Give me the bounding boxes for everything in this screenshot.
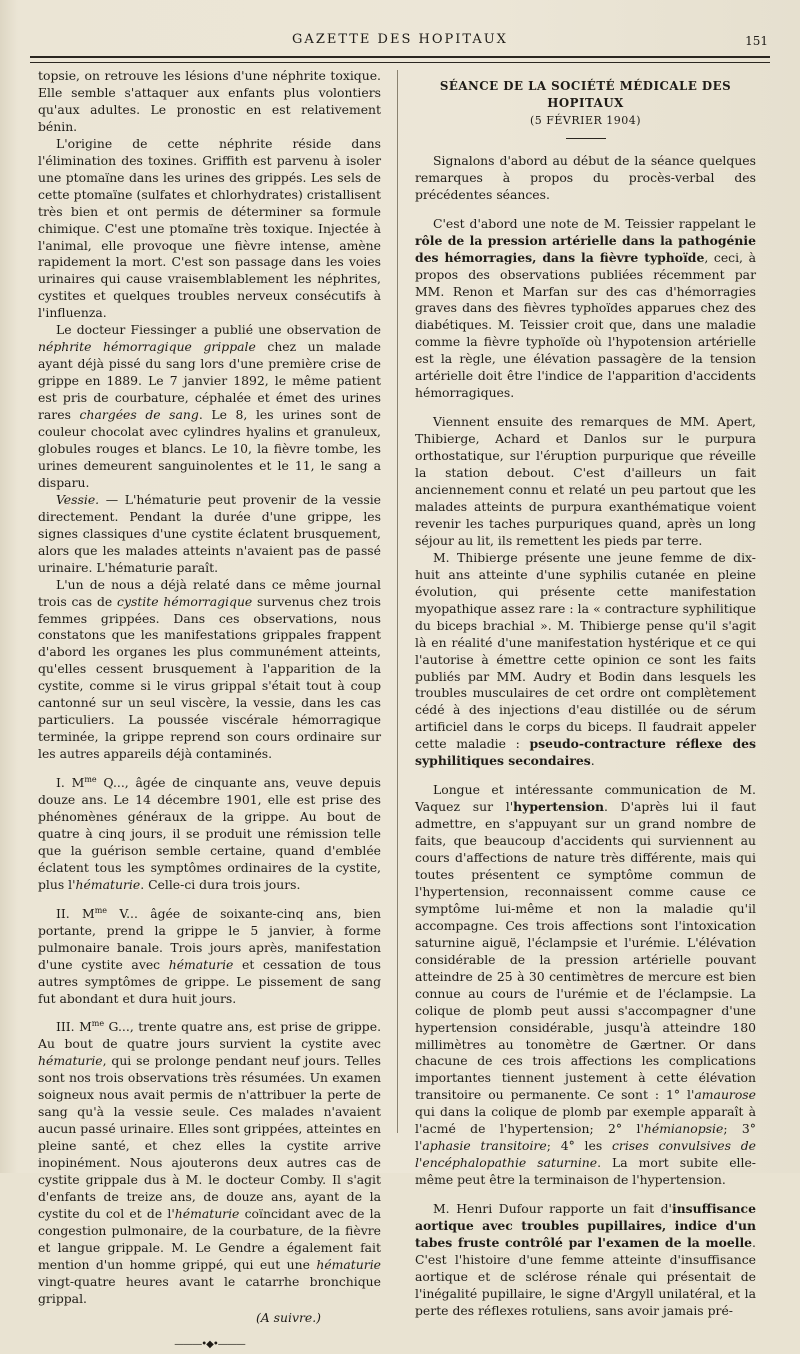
case-three: III. $M^{me}$ G..., trente quatre ans, est prise de grippe. Au bout de quatre jours survient la cystite avec hématurie, qui se prolonge pendant neuf jours. Telles sont nos trois observations très résumées. Un examen soigneux nous avait permis de n'attribuer la perte de sang qu'à la vessie seule. Ces malades n'avaient aucun passé urinaire. Elles sont grippées, atteintes en pleine santé, et chez elles la cystite arrive inopinément. Nous ajouterons deux autres cas de cystite grippale dus à M. le docteur Comby. Il s'agit d'enfants de treize ans, de douze ans, ayant de la cystite du col et de l'hématurie coïncidant avec de la congestion pulmonaire, de la courbature, de la fièvre et langue grippale. M. Le Gendre a également fait mention d'un homme grippé, qui eut une hématurie vingt-quatre heures avant le catarrhe bronchique grippal. — [38, 1019, 382, 1306]
paragraph: M. Henri Dufour rapporte un fait d'insuffisance aortique avec troubles pupillaires, indice d'un tabes fruste contrôlé par l'examen de la moelle. C'est l'histoire d'une femme atteinte d'insuffisance aortique et de sclérose rénale qui présentait de l'inégalité pupillaire, le signe d'Argyll unilatéral, et la perte des réflexes rotuliens, sans avoir jamais pré- — [415, 1201, 756, 1318]
column-divider — [397, 70, 398, 1133]
header-rule-thin — [30, 62, 770, 63]
section-heading: SÉANCE DE LA SOCIÉTÉ MÉDICALE DES HOPITAUX — [439, 79, 732, 110]
header-rule-thick — [30, 56, 770, 58]
case-one: I. $M^{me}$ Q..., âgée de cinquante ans, veuve depuis douze ans. Le 14 décembre 1901, elle est prise des phénomènes généraux de la grippe. Au bout de quatre à cinq jours, il se produit une rémission telle que la guérison semble certaine, quand d'emblée éclatent tous les symptômes ordinaires de la cystite, plus l'hématurie. Celle-ci dura trois jours. — [38, 775, 381, 892]
paragraph: topsie, on retrouve les lésions d'une néphrite toxique. Elle semble s'attaquer aux enfants plus volontiers qu'aux adultes. Le pronostic en est relativement bénin. — [38, 68, 381, 134]
paragraph: M. Thibierge présente une jeune femme de dix-huit ans atteinte d'une syphilis cutanée en pleine évolution, qui présente cette manifestation myopathique assez rare : la « contracture syphilitique du biceps brachial ». M. Thibierge pense qu'il s'agit là en réalité d'une manifestation hystérique et ce qui l'autorise à émettre cette opinion ce sont les faits publiés par MM. Audry et Bodin dans lesquels les troubles musculaires de cet ordre ont complètement cédé à des injections d'eau distillée ou de sérum artificiel dans le corps du biceps. Il faudrait appeler cette maladie : pseudo-contracture réflexe des syphilitiques secondaires. — [415, 549, 756, 769]
case-two: II. $M^{me}$ V... âgée de soixante-cinq ans, bien portante, prend la grippe le 5 janvier, à forme pulmonaire banale. Trois jours après, manifestation d'une cystite avec hématurie et cessation de tous autres symptômes de grippe. Le pissement de sang fut abondant et dura huit jours. — [38, 905, 381, 1006]
paragraph: C'est d'abord une note de M. Teissier rappelant le rôle de la pression artérielle dans la pathogénie des hémorragies, dans la fièvre typhoïde, ceci, à propos des observations publiées récemment par MM. Renon et Marfan sur des cas d'hémorragies graves dans des fièvres typhoïdes apparues chez des diabétiques. M. Teissier croit que, dans une maladie comme la fièvre typhoïde où l'hypotension artérielle est la règle, une élévation passagère de la tension artérielle doit être l'indice de l'apparition d'accidents hémorragiques. — [415, 215, 756, 401]
paragraph: Signalons d'abord au début de la séance quelques remarques à propos du procès-verbal des précédentes séances. — [415, 152, 756, 202]
page-number: 151 — [745, 34, 768, 48]
left-column — [38, 68, 381, 1354]
paragraph: Viennent ensuite des remarques de MM. Apert, Thibierge, Achard et Danlos sur le purpura orthostatique, sur l'éruption purpurique que réveille la station debout. C'est d'ailleurs un fait anciennement connu et relaté un peu partout que les malades atteints de purpura exanthématique voient revenir les taches purpuriques quand, après un long séjour au lit, ils remettent les pieds par terre. — [415, 414, 756, 548]
paragraph: L'un de nous a déjà relaté dans ce même journal trois cas de cystite hémorragique survenus chez trois femmes grippées. Dans ces observations, nous constatons que les manifestations grippales frappent d'abord les organes les plus communément atteints, qu'elles cessent brusquement à l'apparition de la cystite, comme si le virus grippal s'était tout à coup cantonné sur un seul viscère, la vessie, dans les cas particuliers. La poussée viscérale hémorragique terminée, la grippe reprend son cours ordinaire sur les autres appareils déjà contaminés. — [38, 576, 382, 762]
end-ornament: ———•◆•——— — [174, 1338, 245, 1350]
paragraph: Longue et intéressante communication de M. Vaquez sur l'hypertension. D'après lui il faut admettre, en s'appuyant sur un grand nombre de faits, que beaucoup d'accidents qui surviennent au cours d'affections de nature très différente, mais qui toutes présentent ce symptôme commun de l'hypertension, reconnaissent comme cause ce symptôme lui-même et non la maladie qu'il accompagne. Ces trois affections sont l'intoxication saturnine aiguë, l'éclampsie et l'urémie. L'élévation considérable de la pression artérielle pouvant atteindre de 25 à 30 centimètres de mercure est bien connue au cours de l'urémie et de l'éclampsie. La colique de plomb peut aussi s'accompagner d'une hypertension considérable, jusqu'à atteindre 180 millimètres au tonomètre de Gærtner. Or dans chacune de ces trois affections les complications importantes tiennent justement à cette élévation transitoire ou permanente. Ce sont : 1° l'amaurose qui dans la colique de plomb par exemple apparaît à l'acmé de l'hypertension; 2° l'hémianopsie; 3° l'aphasie transitoire; 4° les crises convulsives de l'encéphalopathie saturnine. La mort subite elle-même peut être la terminaison de l'hypertension. — [415, 782, 757, 1188]
page-header — [30, 30, 770, 52]
section-date: (5 FÉVRIER 1904) — [529, 113, 642, 127]
to-be-continued: (A suivre.) — [255, 1309, 321, 1325]
paragraph: Vessie. — L'hématurie peut provenir de la vessie directement. Pendant la durée d'une grippe, les signes classiques d'une cystite éclatent brusquement, alors que les malades atteints n'avaient pas de passé urinaire. L'hématurie paraît. — [38, 491, 381, 575]
paragraph: Le docteur Fiessinger a publié une observation de néphrite hémorragique grippale chez un malade ayant déjà pissé du sang lors d'une première crise de grippe en 1889. Le 7 janvier 1892, le même patient est pris de courbature, céphalée et émet des urines rares chargées de sang. Le 8, les urines sont de couleur chocolat avec cylindres hyalins et granuleux, globules rouges et blancs. Le 10, la fièvre tombe, les urines demeurent sanguinolentes et le 11, le sang a disparu. — [38, 322, 381, 490]
journal-title: GAZETTE DES HOPITAUX — [292, 32, 508, 47]
short-divider — [566, 138, 606, 139]
paragraph: L'origine de cette néphrite réside dans l'élimination des toxines. Griffith est parvenu à isoler une ptomaïne dans les urines des grippés. Les sels de cette ptomaïne (sulfates et chlorhydrates) cristallisent très bien et ont permis de déterminer sa formule chimique. C'est une ptomaïne très toxique. Injectée à l'animal, elle provoque une fièvre intense, amène rapidement la mort. C'est son passage dans les voies urinaires qui cause vraisemblablement les néphrites, cystites et quelques troubles nerveux consécutifs à l'influenza. — [38, 135, 381, 321]
right-column — [415, 68, 756, 1320]
